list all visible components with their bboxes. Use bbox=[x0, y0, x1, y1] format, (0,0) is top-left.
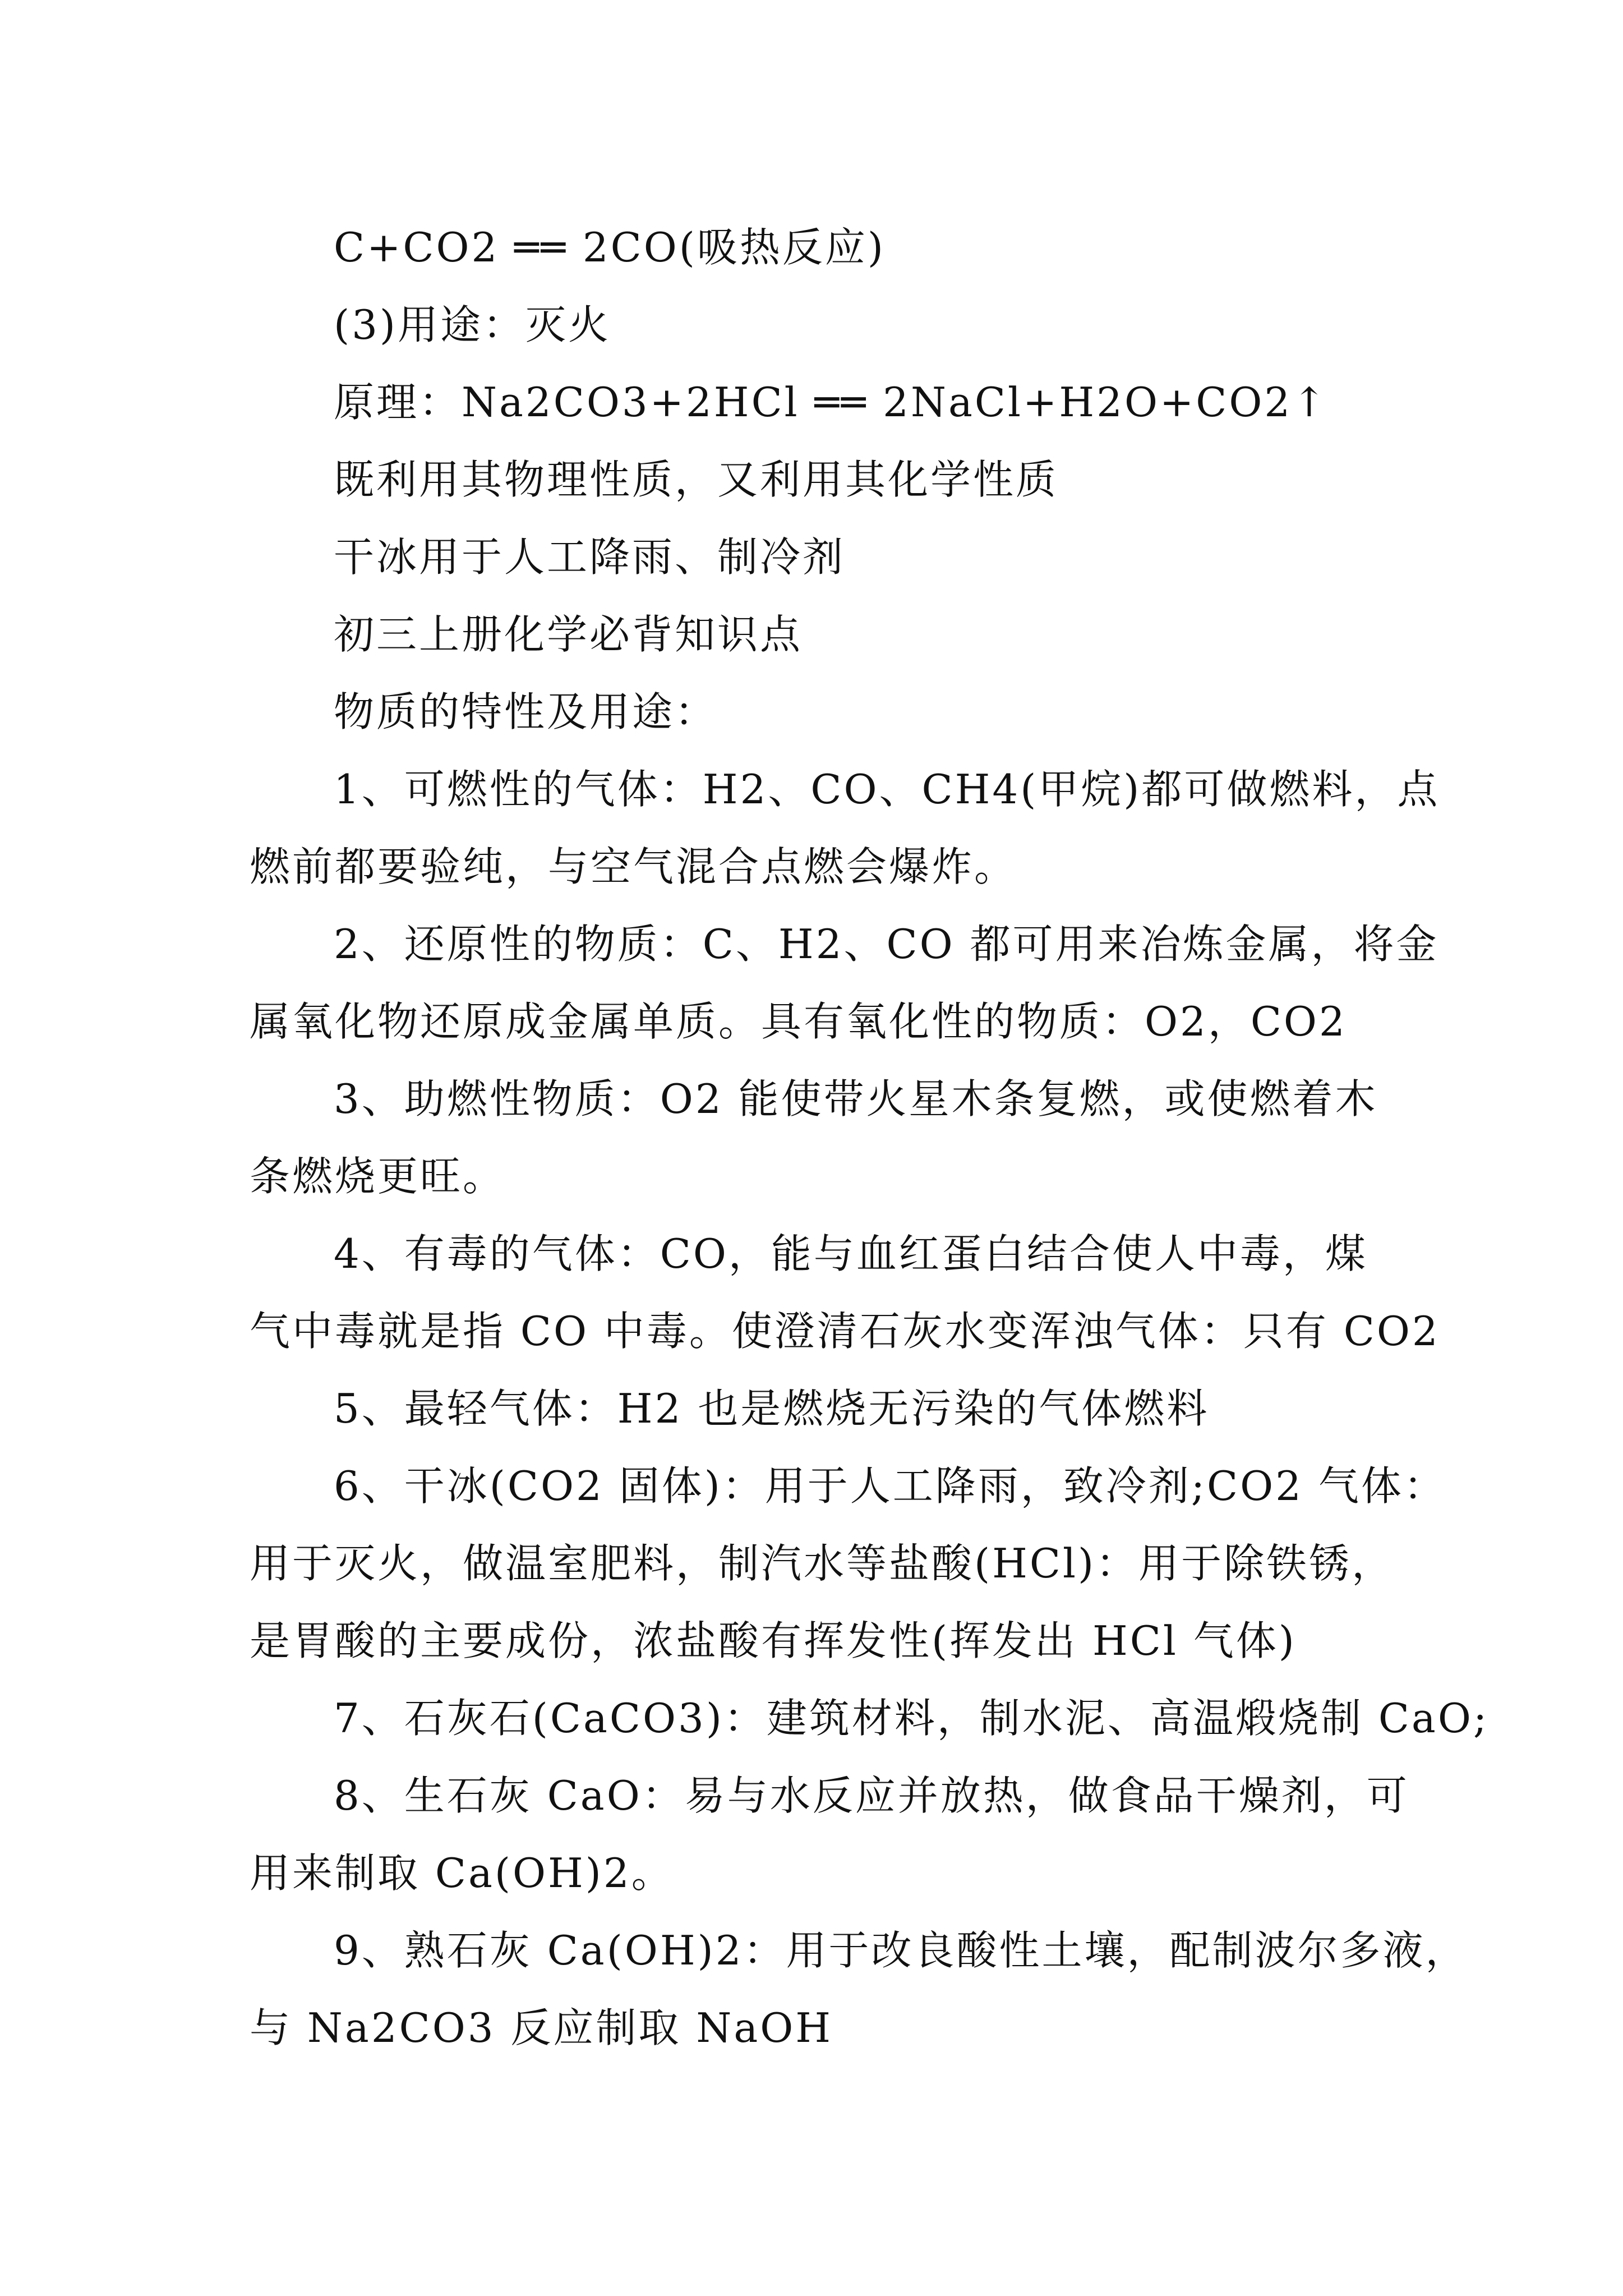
paragraph-line: 与 Na2CO3 反应制取 NaOH bbox=[250, 2004, 833, 2051]
paragraph-line: 属氧化物还原成金属单质。具有氧化性的物质：O2，CO2 bbox=[250, 998, 1347, 1045]
paragraph-line: 用来制取 Ca(OH)2。 bbox=[250, 1849, 674, 1897]
paragraph-line: 8、生石灰 CaO：易与水反应并放热，做食品干燥剂，可 bbox=[334, 1772, 1409, 1819]
paragraph-line: 1、可燃性的气体：H2、CO、CH4(甲烷)都可做燃料，点 bbox=[334, 766, 1440, 813]
paragraph-line: 用于灭火，做温室肥料，制汽水等盐酸(HCl)：用于除铁锈， bbox=[250, 1540, 1395, 1587]
text-line: C+CO2 ══ 2CO(吸热反应) bbox=[334, 224, 886, 271]
text-line: 物质的特性及用途： bbox=[334, 688, 718, 735]
paragraph-line: 2、还原性的物质：C、H2、CO 都可用来冶炼金属，将金 bbox=[334, 921, 1439, 968]
text-line: 干冰用于人工降雨、制冷剂 bbox=[334, 533, 846, 581]
paragraph-line: 是胃酸的主要成份，浓盐酸有挥发性(挥发出 HCl 气体) bbox=[250, 1617, 1297, 1664]
paragraph-line: 5、最轻气体：H2 也是燃烧无污染的气体燃料 bbox=[334, 1385, 1210, 1432]
document-body bbox=[250, 209, 1490, 2067]
text-line: 既利用其物理性质，又利用其化学性质 bbox=[334, 456, 1059, 503]
paragraph-line: 6、干冰(CO2 固体)：用于人工降雨，致冷剂;CO2 气体： bbox=[334, 1462, 1446, 1510]
text-line: (3)用途：灭火 bbox=[334, 301, 611, 348]
section-heading: 初三上册化学必背知识点 bbox=[334, 611, 803, 658]
paragraph-line: 9、熟石灰 Ca(OH)2：用于改良酸性土壤，配制波尔多液， bbox=[334, 1927, 1468, 1974]
paragraph-line: 4、有毒的气体：CO，能与血红蛋白结合使人中毒，煤 bbox=[334, 1230, 1368, 1277]
paragraph-line: 7、石灰石(CaCO3)：建筑材料，制水泥、高温煅烧制 CaO; bbox=[334, 1695, 1490, 1742]
paragraph-line: 条燃烧更旺。 bbox=[250, 1153, 506, 1200]
paragraph-line: 燃前都要验纯，与空气混合点燃会爆炸。 bbox=[250, 843, 1017, 890]
text-line: 原理：Na2CO3+2HCl ══ 2NaCl+H2O+CO2↑ bbox=[334, 379, 1329, 426]
paragraph-line: 气中毒就是指 CO 中毒。使澄清石灰水变浑浊气体：只有 CO2 bbox=[250, 1308, 1440, 1355]
paragraph-line: 3、助燃性物质：O2 能使带火星木条复燃，或使燃着木 bbox=[334, 1075, 1378, 1122]
